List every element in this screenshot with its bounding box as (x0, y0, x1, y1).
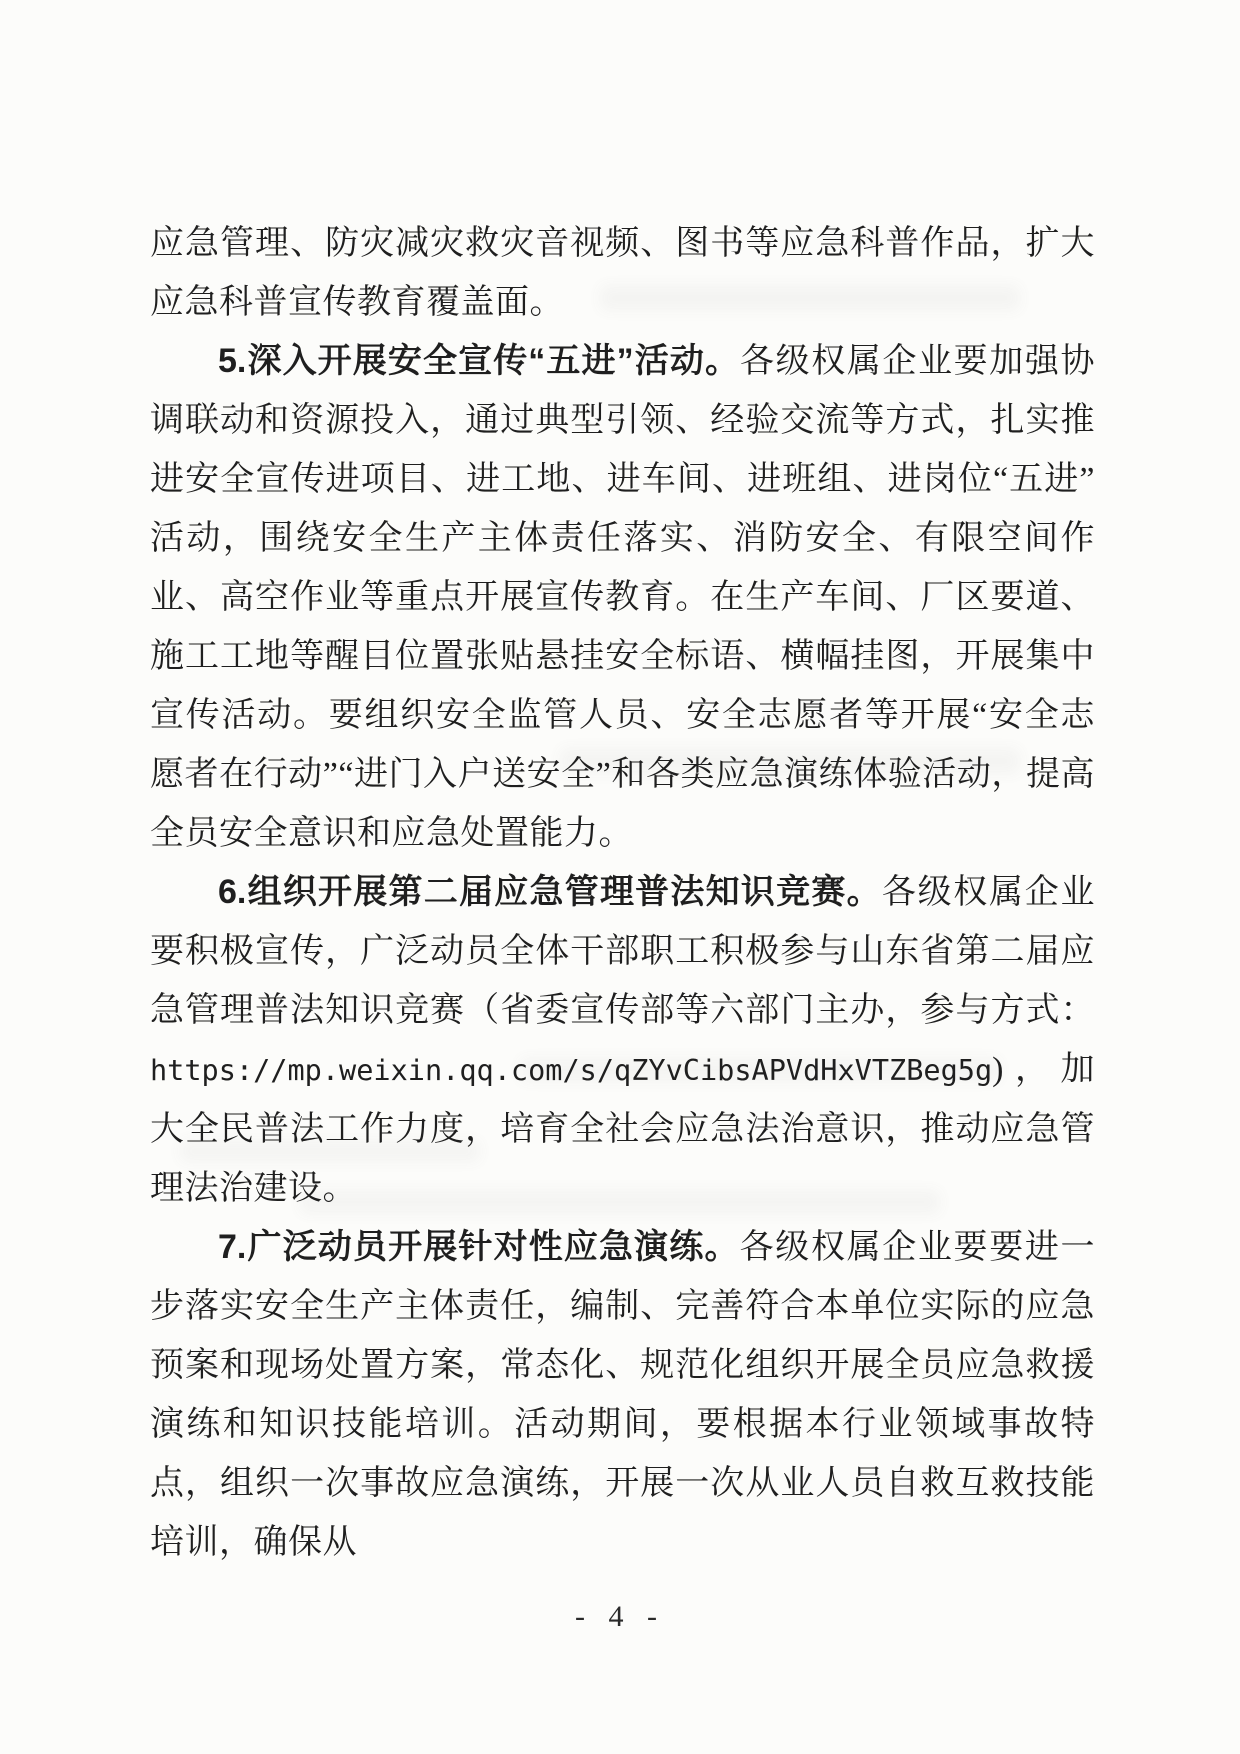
section-6-heading: 6.组织开展第二届应急管理普法知识竞赛。 (218, 873, 882, 911)
paragraph-text: 各级权属企业要积极宣传，广泛动员全体干部职工积极参与山东省第二届应急管理普法知识竞赛（省委宣传部等六部门主办，参与方式： (150, 874, 1096, 1029)
paragraph-text: 各级权属企业要加强协调联动和资源投入，通过典型引领、经验交流等方式，扎实推进安全宣传进项目、进工地、进车间、进班组、进岗位“五进”活动，围绕安全生产主体责任落实、消防安全、有限空间作业、高空作业等重点开展宣传教育。在生产车间、厂区要道、施工工地等醒目位置张贴悬挂安全标语、横幅挂图，开展集中宣传活动。要组织安全监管人员、安全志愿者等开展“安全志愿者在行动”“进门入户送安全”和各类应急演练体验活动，提高全员安全意识和应急处置能力。 (150, 343, 1095, 852)
paragraph-text: 各级权属企业要要进一步落实安全生产主体责任，编制、完善符合本单位实际的应急预案和现场处置方案，常态化、规范化组织开展全员应急救援演练和知识技能培训。活动期间，要根据本行业领域事故特点，组织一次事故应急演练，开展一次从业人员自救互救技能培训，确保从 (150, 1229, 1096, 1561)
weixin-competition-url: https://mp.weixin.qq.com/s/qZYvCibsAPVdHxVTZBeg5g (150, 1053, 993, 1087)
paragraph-continuation (150, 214, 1095, 332)
paragraph-text: 应急管理、防灾减灾救灾音视频、图书等应急科普作品，扩大应急科普宣传教育覆盖面。 (150, 225, 1095, 321)
paragraph-item-5 (150, 332, 1095, 863)
paragraph-item-7 (150, 1218, 1095, 1572)
section-5-heading: 5.深入开展安全宣传“五进”活动。 (218, 342, 741, 380)
paragraph-text: )，加大全民普法工作力度，培育全社会应急法治意识，推动应急管理法治建设。 (150, 1051, 1095, 1207)
document-body (150, 214, 1095, 1572)
section-7-heading: 7.广泛动员开展针对性应急演练。 (218, 1228, 740, 1266)
page-number: - 4 - (575, 1600, 665, 1633)
paragraph-item-6 (150, 863, 1095, 1218)
